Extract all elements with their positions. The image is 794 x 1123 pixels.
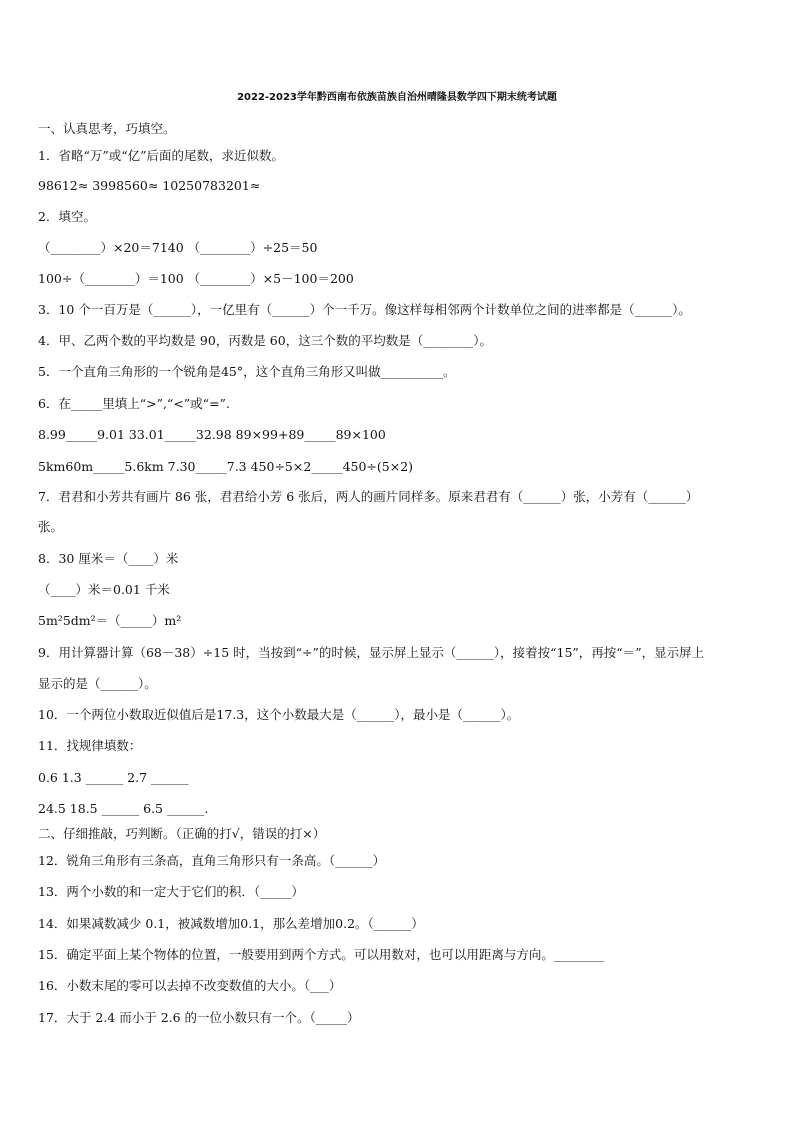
question-3: 3．10 个一百万是（______），一亿里有（______）个一千万。像这样每相邻两个计数单位之间的进率都是（______）。	[38, 302, 691, 317]
question-11-row-2: 24.5 18.5 ______ 6.5 ______.	[38, 801, 209, 816]
question-2-row-2: 100÷（________）＝100 （________）×5－100＝200	[38, 271, 354, 286]
question-14: 14．如果减数减少 0.1，被减数增加0.1，那么差增加0.2。（______）	[38, 916, 424, 931]
question-15: 15．确定平面上某个物体的位置，一般要用到两个方式。可以用数对，也可以用距离与方向。________	[38, 947, 604, 962]
page-title: 2022-2023学年黔西南布依族苗族自治州晴隆县数学四下期末统考试题	[237, 92, 557, 103]
question-8-row-2: （____）米＝0.01 千米	[38, 582, 170, 597]
question-7: 7．君君和小芳共有画片 86 张，君君给小芳 6 张后，两人的画片同样多。原来君君有（______）张，小芳有（______）	[38, 489, 699, 504]
question-13: 13．两个小数的和一定大于它们的积．（_____）	[38, 884, 304, 899]
question-6-row-1: 8.99_____9.01 33.01_____32.98 89×99+89_____89×100	[38, 427, 386, 442]
question-9-cont: 显示的是（______）。	[38, 676, 157, 691]
question-16: 16．小数末尾的零可以去掉不改变数值的大小。（___）	[38, 978, 342, 993]
question-11-row-1: 0.6 1.3 ______ 2.7 ______	[38, 770, 189, 785]
question-1-items: 98612≈ 3998560≈ 10250783201≈	[38, 178, 261, 193]
question-5: 5．一个直角三角形的一个锐角是45°，这个直角三角形又叫做__________。	[38, 364, 456, 379]
question-8-row-1: 8．30 厘米＝（____）米	[38, 551, 179, 566]
section-2-heading: 二、仔细推敲，巧判断。（正确的打√，错误的打×）	[38, 826, 326, 841]
question-12: 12．锐角三角形有三条高，直角三角形只有一条高。（______）	[38, 853, 386, 868]
question-8-row-3: 5m²5dm²＝（_____）m²	[38, 613, 182, 628]
question-17: 17．大于 2.4 而小于 2.6 的一位小数只有一个。（_____）	[38, 1010, 360, 1025]
question-6-row-2: 5km60m_____5.6km 7.30_____7.3 450÷5×2_____450÷(5×2)	[38, 459, 414, 474]
question-7-cont: 张。	[38, 519, 64, 534]
question-2: 2．填空。	[38, 209, 96, 224]
question-9: 9．用计算器计算（68－38）÷15 时，当按到“÷”的时候，显示屏上显示（______），接着按“15”，再按“＝”，显示屏上	[38, 645, 705, 660]
question-11: 11．找规律填数：	[38, 738, 142, 753]
question-10: 10．一个两位小数取近似值后是17.3，这个小数最大是（______），最小是（______）。	[38, 707, 520, 722]
question-4: 4．甲、乙两个数的平均数是 90，丙数是 60，这三个数的平均数是（________）。	[38, 333, 492, 348]
question-2-row-1: （________）×20＝7140 （________）÷25＝50	[38, 240, 318, 255]
question-1: 1．省略“万”或“亿”后面的尾数，求近似数。	[38, 148, 285, 163]
question-6: 6．在_____里填上“>”,“<”或“=”.	[38, 396, 230, 411]
section-1-heading: 一、认真思考，巧填空。	[38, 121, 176, 136]
